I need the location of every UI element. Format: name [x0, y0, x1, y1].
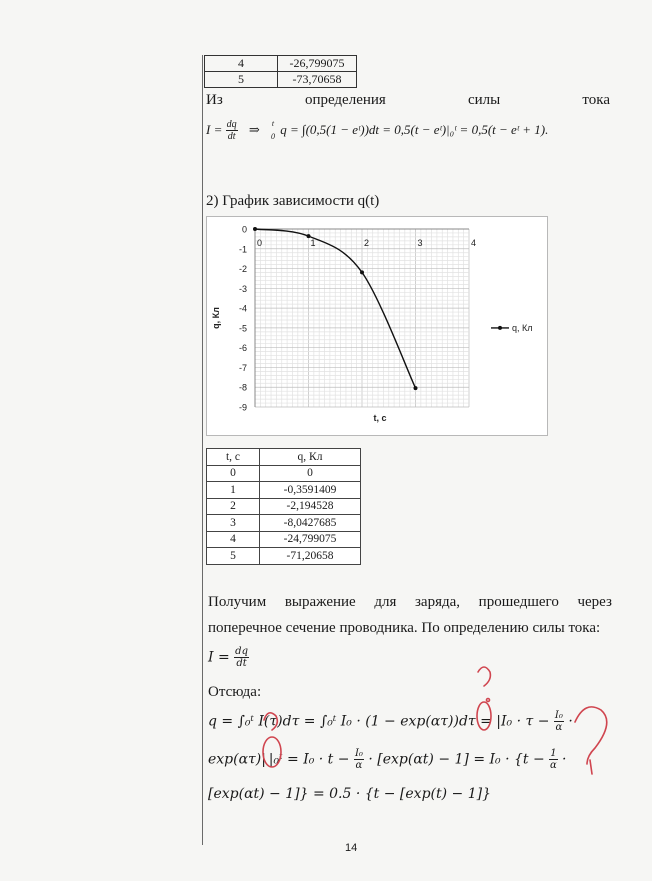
page-number: 14	[345, 842, 358, 854]
equation-line-3: [exp(αt) − 1]} = 0.5 · {t − [exp(t) − 1]}	[208, 786, 491, 802]
frac-den: dt	[236, 658, 247, 669]
table-cell: -73,70658	[278, 72, 357, 88]
eq-fraction	[549, 748, 557, 771]
frac-den: α	[555, 722, 563, 733]
margin-line	[202, 55, 203, 845]
table-row	[207, 465, 361, 482]
annotation-dot	[487, 699, 490, 702]
table-row	[205, 56, 357, 72]
x-tick-label: 0	[257, 238, 263, 248]
word: прошедшего	[478, 594, 559, 610]
data-point	[307, 234, 311, 238]
table-row	[207, 498, 361, 515]
intro-word: Из	[206, 92, 223, 108]
formula-fraction	[226, 119, 238, 142]
intro-word: определения	[304, 92, 386, 108]
int-lower: 0	[271, 131, 276, 141]
otsyuda-label: Отсюда:	[208, 684, 262, 700]
y-tick-label: -9	[238, 402, 247, 413]
table-cell: 2	[207, 498, 260, 515]
word: заряда,	[415, 594, 461, 610]
int-upper: t	[271, 119, 275, 128]
legend-marker	[498, 326, 502, 330]
annotation-stroke	[590, 760, 592, 774]
table-row	[207, 515, 361, 532]
word: для	[374, 594, 397, 610]
data-point	[360, 270, 364, 274]
table-cell: -8,0427685	[260, 515, 361, 532]
frac-num: 1	[550, 748, 557, 759]
formula-charge-integral	[206, 118, 548, 144]
formula-rhs: q = ∫(0,5(1 − eᵗ))dt = 0,5(t − eᵗ)|₀ᵗ = 0,5(t − eᵗ + 1).	[280, 121, 549, 137]
y-tick-label: -7	[238, 362, 247, 373]
y-axis-title: q, Кл	[211, 307, 221, 329]
data-point	[414, 386, 418, 390]
y-tick-label: -2	[238, 264, 247, 275]
frac-num: I₀	[354, 748, 363, 759]
y-tick-label: -6	[238, 343, 247, 354]
eq-fraction	[234, 646, 249, 669]
formula-lhs: I =	[206, 121, 223, 137]
annotation-question-mark	[478, 667, 490, 686]
frac-den: α	[549, 760, 557, 771]
integral-limits	[271, 118, 275, 144]
x-axis-title: t, c	[373, 413, 387, 423]
eq-text: · [exp(αt) − 1] = I₀ · {t −	[368, 751, 545, 768]
y-tick-label: -4	[238, 303, 247, 314]
equation-line-2	[208, 748, 566, 771]
intro-line	[206, 92, 610, 109]
y-tick-label: -8	[238, 382, 247, 393]
frac-num: I₀	[554, 710, 563, 721]
x-tick-label: 1	[310, 238, 316, 248]
table-row	[205, 72, 357, 88]
eq-lhs: I =	[208, 649, 230, 666]
table-cell: -24,799075	[260, 531, 361, 548]
y-tick-label: -5	[238, 323, 247, 334]
eq-text: q = ∫₀ᵗ I(τ)dτ = ∫₀ᵗ I₀ · (1 − exp(ατ))dτ = |I₀ · τ −	[208, 713, 550, 730]
frac-den: dt	[227, 131, 236, 143]
table-cell: 4	[207, 531, 260, 548]
annotation-question-mark-large	[575, 707, 607, 764]
word: через	[577, 594, 612, 610]
section-title: 2) График зависимости q(t)	[206, 193, 380, 209]
frac-num: dq	[235, 646, 248, 657]
table-cell: 4	[205, 56, 278, 72]
eq-text: ·	[568, 713, 573, 730]
table-row	[207, 548, 361, 565]
table-cell: -2,194528	[260, 498, 361, 515]
table-row	[207, 531, 361, 548]
paragraph-line: поперечное сечение проводника. По определению силы тока:	[208, 620, 601, 636]
q-table	[206, 448, 361, 565]
legend-label: q, Кл	[512, 322, 533, 333]
x-tick-label: 3	[417, 238, 423, 248]
frac-den: α	[355, 760, 363, 771]
q-t-chart	[207, 217, 547, 435]
chart-frame	[206, 216, 548, 436]
x-tick-label: 2	[364, 238, 370, 248]
frac-num: dq	[226, 119, 237, 131]
eq-fraction	[554, 710, 564, 733]
data-point	[253, 227, 257, 231]
eq-text: exp(ατ)| |₀ᵗ = I₀ · t −	[208, 751, 350, 768]
intro-word: силы	[467, 92, 501, 108]
table-cell: 0	[260, 465, 361, 482]
table-cell: -0,3591409	[260, 482, 361, 499]
x-tick-label: 4	[471, 238, 477, 248]
table-cell: 5	[205, 72, 278, 88]
table-row	[207, 482, 361, 499]
paragraph-line	[208, 594, 612, 611]
eq-fraction	[354, 748, 364, 771]
table-cell: -26,799075	[278, 56, 357, 72]
table-header: q, Кл	[260, 449, 361, 466]
table-cell: 5	[207, 548, 260, 565]
table-header-row	[207, 449, 361, 466]
intro-word: тока	[582, 92, 610, 108]
table-cell: 1	[207, 482, 260, 499]
table-header: t, c	[207, 449, 260, 466]
implies-arrow: ⇒	[248, 121, 260, 137]
y-tick-label: -3	[238, 283, 247, 294]
equation-current	[208, 646, 249, 669]
table-cell: 3	[207, 515, 260, 532]
table-cell: -71,20658	[260, 548, 361, 565]
eq-text: ·	[562, 751, 567, 768]
word: выражение	[284, 594, 356, 610]
equation-line-1	[208, 710, 573, 733]
y-tick-label: 0	[241, 224, 247, 235]
y-tick-label: -1	[238, 244, 247, 255]
top-table	[204, 55, 357, 88]
table-cell: 0	[207, 465, 260, 482]
word: Получим	[208, 594, 267, 610]
